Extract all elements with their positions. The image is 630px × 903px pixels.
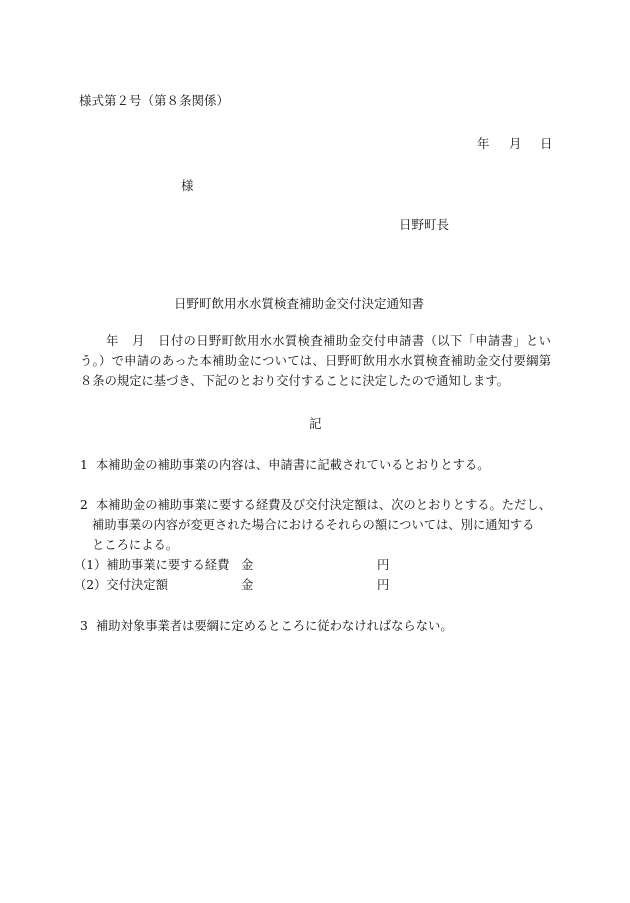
item-1-number: 1 (80, 458, 88, 472)
amount-1-suffix: 円 (377, 558, 390, 572)
amount-2-label: （2）交付決定額 (74, 578, 168, 592)
issuer-name: 日野町長 (399, 217, 450, 232)
item-1-text: 本補助金の補助事業の内容は、申請書に記載されているとおりとする。 (96, 458, 490, 472)
form-number: 様式第２号（第８条関係） (79, 93, 230, 108)
item-3-number: 3 (80, 619, 88, 633)
item-2-line-1: 本補助金の補助事業に要する経費及び交付決定額は、次のとおりとする。ただし、 (96, 498, 551, 512)
item-2-number: 2 (80, 498, 88, 512)
amount-2-prefix: 金 (241, 578, 254, 592)
body-paragraph (80, 331, 551, 391)
amount-1-label: （1）補助事業に要する経費 (74, 558, 230, 572)
item-2-line-2: 補助事業の内容が変更された場合におけるそれらの額については、別に通知する (92, 518, 535, 532)
ki-heading: 記 (309, 416, 322, 431)
body-text: 日付の日野町飲用水水質検査補助金交付申請書（以下「申請書」という。）で申請のあった本補助金については、日野町飲用水水質検査補助金交付要綱第８条の規定に基づき、下記のとおり交付することに決定したので通知します。 (80, 334, 551, 388)
amount-2-suffix: 円 (377, 578, 390, 592)
document-title: 日野町飲用水水質検査補助金交付決定通知書 (174, 296, 425, 311)
body-blank-month: 月 (131, 334, 145, 348)
date-year-label: 年 (477, 136, 490, 151)
date-day-label: 日 (540, 136, 553, 151)
item-3-text: 補助対象事業者は要綱に定めるところに従わなければならない。 (96, 619, 453, 633)
body-blank-year: 年 (106, 334, 119, 348)
date-month-label: 月 (509, 136, 522, 151)
item-2-line-3: ところによる。 (92, 538, 179, 552)
amount-1-prefix: 金 (241, 558, 254, 572)
addressee-suffix: 様 (181, 178, 194, 193)
